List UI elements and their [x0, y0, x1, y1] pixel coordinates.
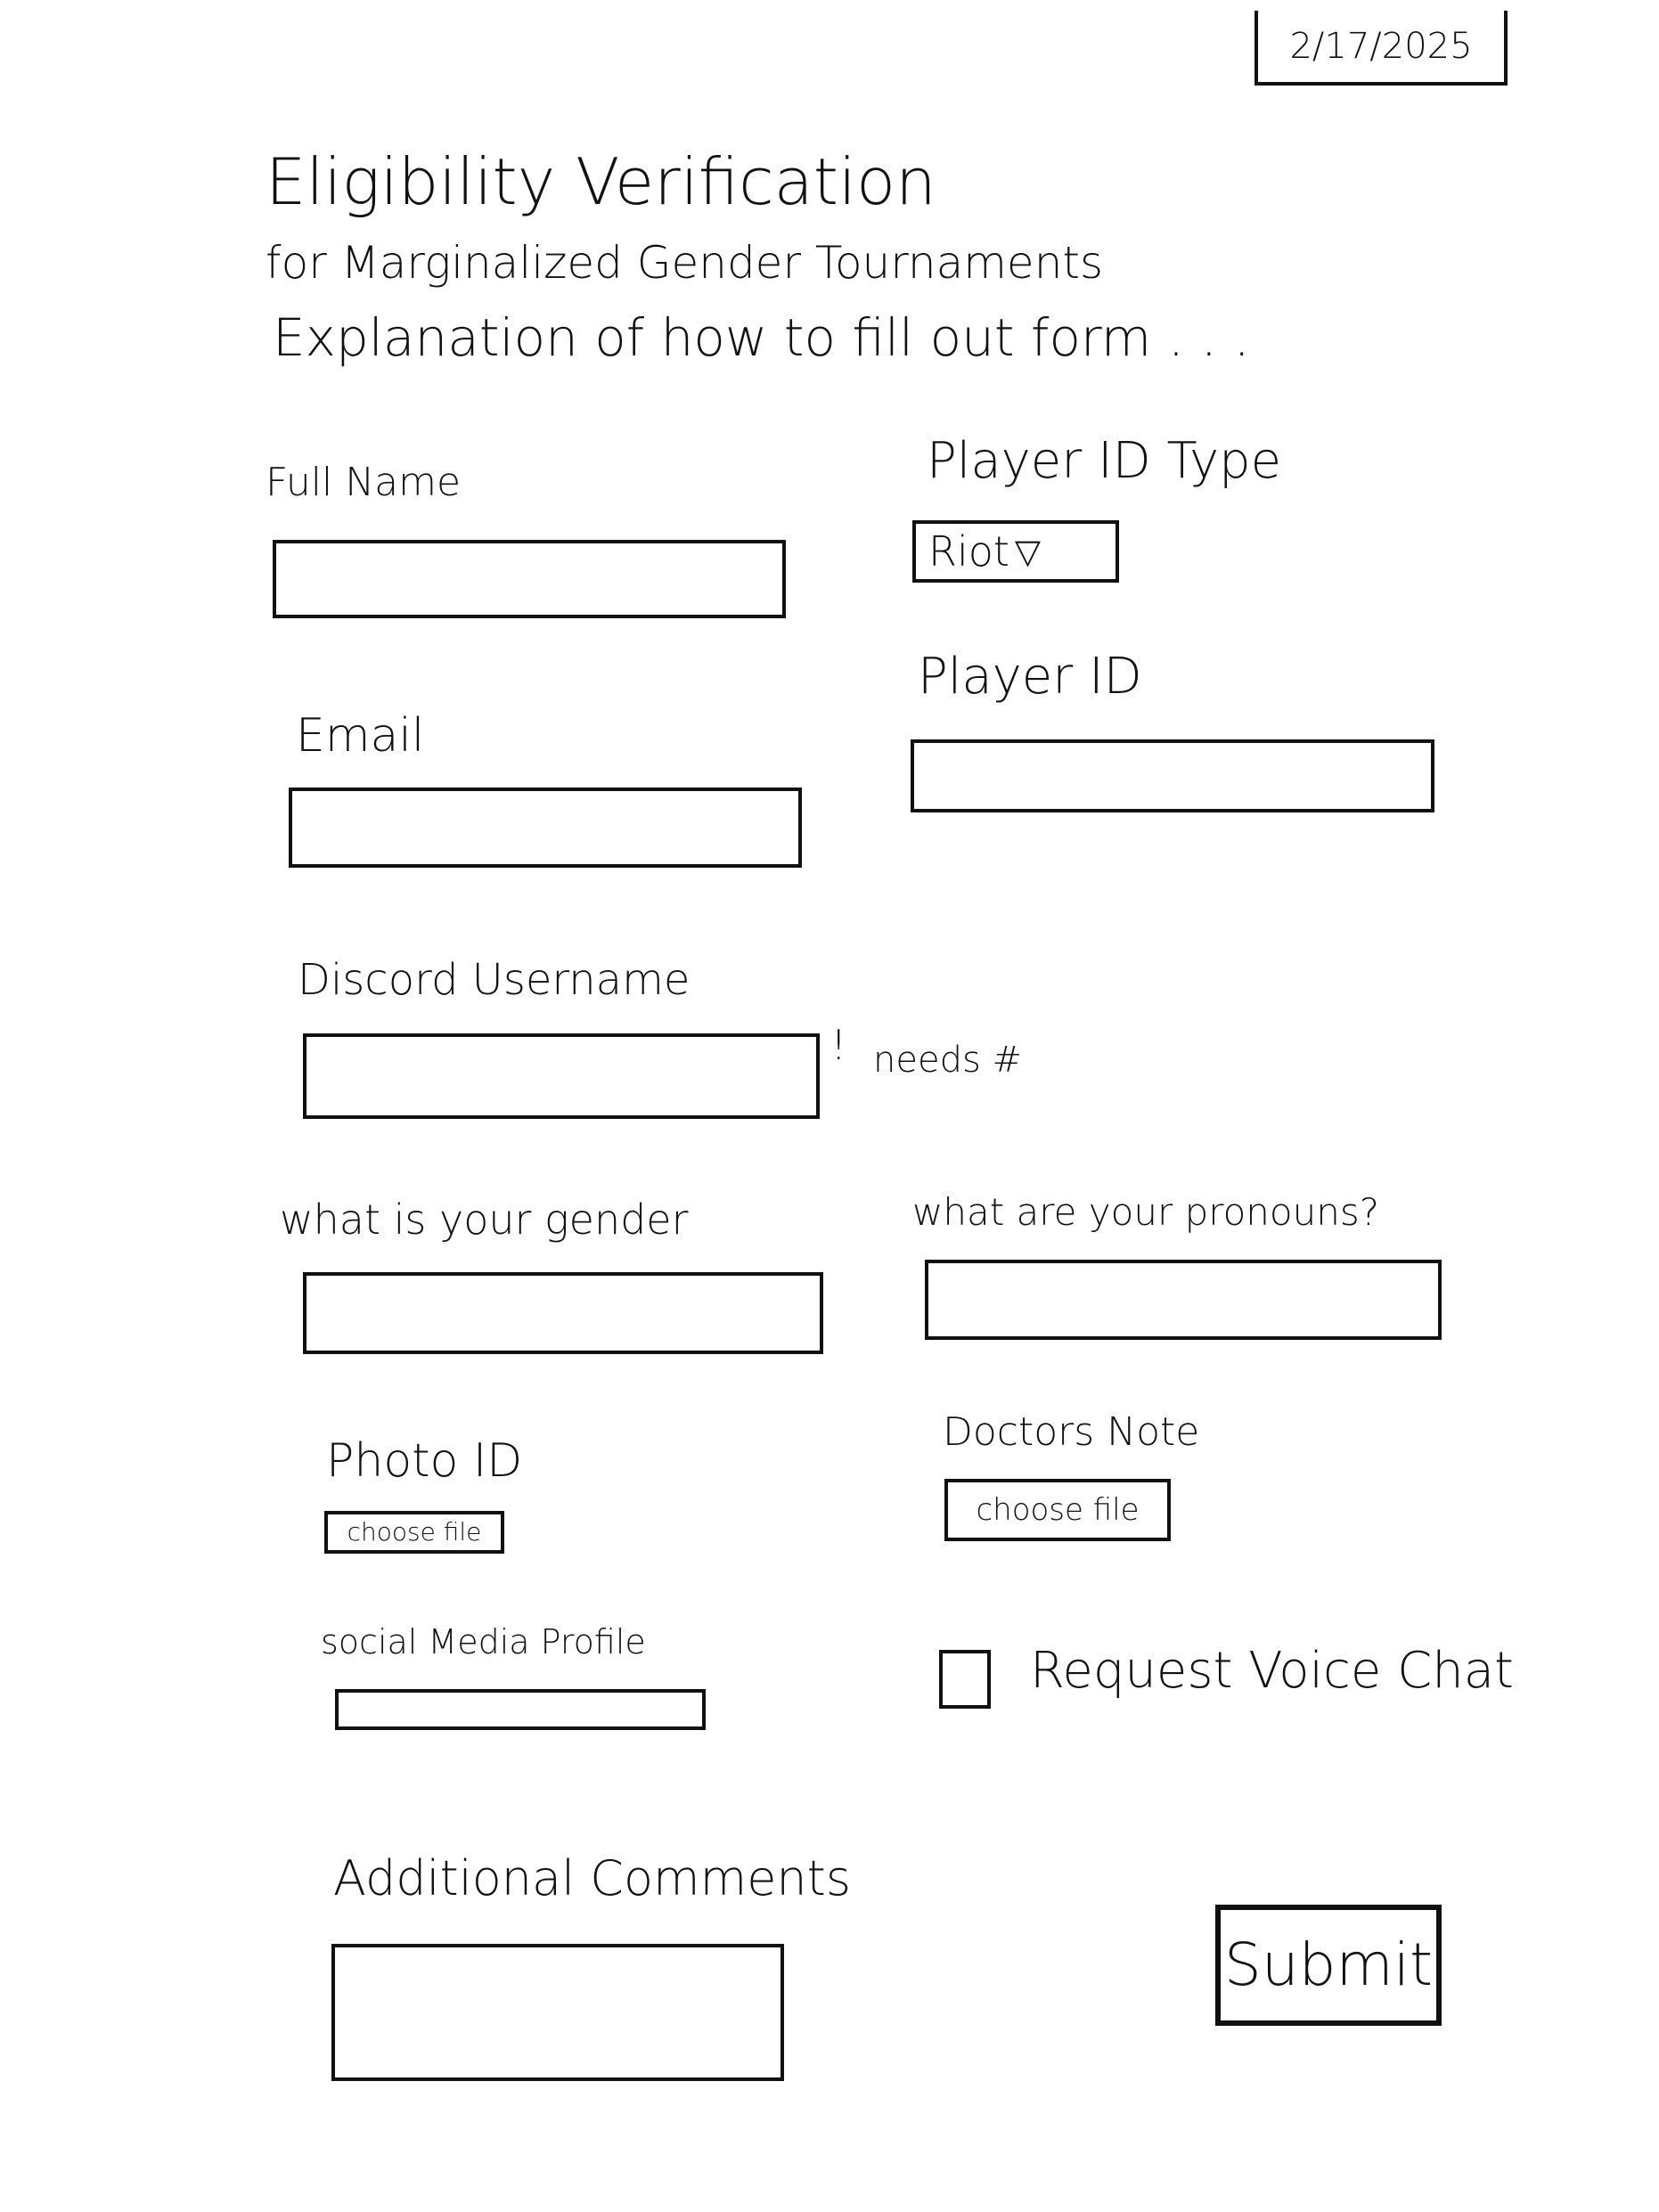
full-name-input[interactable] — [273, 540, 786, 618]
pronouns-input[interactable] — [925, 1260, 1442, 1340]
comments-textarea[interactable] — [331, 1944, 784, 2081]
voice-chat-checkbox[interactable] — [939, 1650, 991, 1709]
submit-button-label: Submit — [1223, 1930, 1434, 1999]
gender-label: what is your gender — [280, 1196, 689, 1244]
chevron-down-icon: ▽ — [1014, 532, 1042, 571]
photo-id-label: Photo ID — [326, 1434, 523, 1488]
comments-label: Additional Comments — [333, 1850, 851, 1906]
player-id-type-value: Riot — [928, 527, 1009, 575]
form-instructions: Explanation of how to fill out form . . . — [273, 307, 1250, 368]
discord-username-label: Discord Username — [298, 955, 691, 1005]
page-subtitle: for Marginalized Gender Tournaments — [266, 237, 1104, 289]
social-media-label: social Media Profile — [321, 1622, 646, 1661]
full-name-label: Full Name — [266, 460, 462, 505]
discord-note: needs # — [873, 1040, 1023, 1081]
voice-chat-label: Request Voice Chat — [1030, 1642, 1514, 1700]
doctors-note-button-label: choose file — [976, 1492, 1140, 1528]
email-label: Email — [296, 709, 425, 763]
player-id-input[interactable] — [911, 739, 1434, 812]
page-title: Eligibility Verification — [266, 144, 936, 219]
doctors-note-label: Doctors Note — [943, 1409, 1200, 1455]
player-id-type-select[interactable] — [912, 520, 1119, 583]
player-id-type-label: Player ID Type — [927, 432, 1282, 490]
submit-button[interactable] — [1215, 1905, 1442, 2026]
email-input[interactable] — [289, 788, 802, 868]
gender-input[interactable] — [303, 1272, 823, 1354]
date-stamp — [1254, 11, 1508, 86]
photo-id-choose-file-button[interactable] — [324, 1511, 504, 1554]
doctors-note-choose-file-button[interactable] — [944, 1479, 1171, 1541]
pronouns-label: what are your pronouns? — [912, 1190, 1380, 1234]
social-media-input[interactable] — [335, 1689, 706, 1730]
date-text: 2/17/2025 — [1289, 26, 1473, 67]
discord-note-mark: ! — [830, 1021, 847, 1069]
photo-id-button-label: choose file — [347, 1517, 482, 1547]
player-id-label: Player ID — [918, 648, 1142, 706]
discord-username-input[interactable] — [303, 1033, 820, 1119]
